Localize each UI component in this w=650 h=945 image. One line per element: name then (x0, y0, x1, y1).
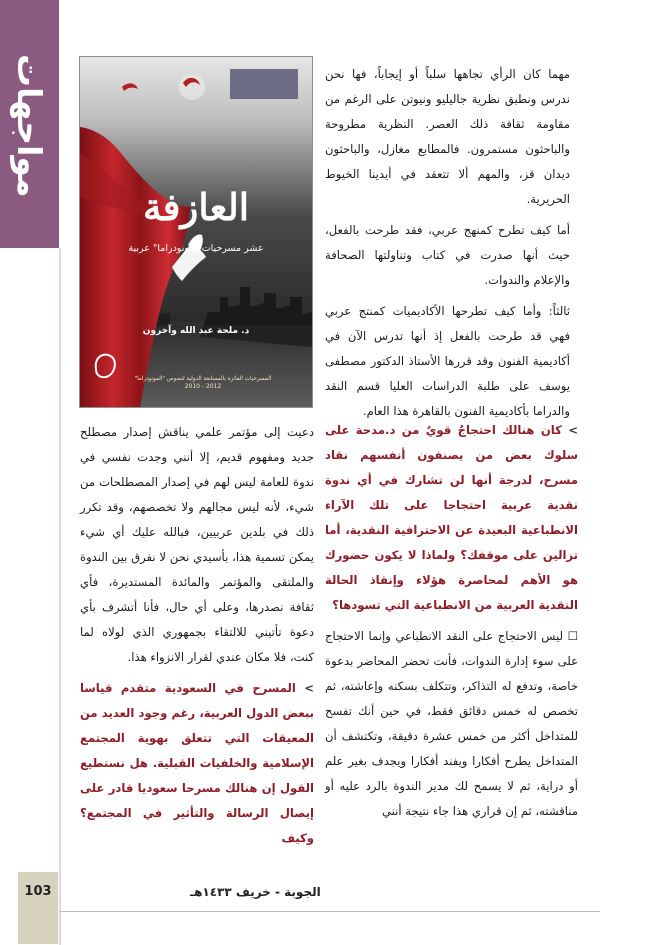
page-number: 103 (24, 884, 52, 899)
magazine-issue: الجوبة - خريف ١٤٣٣هـ (190, 885, 321, 899)
paragraph-3: ثالثاً: وأما كيف تطرحها الأكاديميات كمنتج عربي فهي قد طرحت بالفعل إذ أنها تدرس الآن في أكاديمية الفنون وقد قررها الأستاذ الدكتور مصطفى يوسف على طلبة الدراسات العليا قسم النقد والدراما بأكاديمية الفنون بالقاهرة هذا العام. (325, 304, 570, 418)
column-right-top (325, 62, 570, 430)
book-subtitle: عشر مسرحيات "مونودراما" عربية (128, 243, 264, 254)
book-cover-image (79, 56, 313, 408)
paragraph-left: دعيت إلى مؤتمر علمي يناقش إصدار مصطلح جديد ومفهوم قديم، إلا أنني وجدت نفسي في ندوة للعامة ليس لهم في إصدار المصطلحات من شيء، لأنه ليس مجالهم ولا تخصصهم، وقد تكرر ذلك في بلدين عربيين، فبالله عليك أي شيء يمكن تسمية هذا، بأسيدي نحن لا نفرق بين الندوة والملتقى والمؤتمر والمائدة المستديرة، فأي ثقافة نصدرها، وعلى أي حال، فأنا أتشرف بأي دعوة تأتيني للالتقاء بجمهوري الذي لولاه لما كنت، فلا مكان عندي لقرار الانزواء هذا. (80, 425, 314, 664)
paragraph-1: مهما كان الرأي تجاهها سلباً أو إيجاباً، فها نحن ندرس ونطبق نظرية جاليليو ونيوتن على الرغم من مقاومة ثقافة ذلك العصر. النظرية مطروحة والباحثون مستمرون. فالمطابع مغازل، والباحثون ديدان قز، والمهم ألا تتعقد في أيدينا الخيوط الحريرية. (325, 67, 570, 206)
book-title: العازفة (142, 185, 250, 229)
page-footer (0, 860, 650, 945)
column-right-bottom (325, 418, 578, 830)
book-cover-art (80, 57, 312, 407)
question-marker: > (568, 423, 578, 437)
answer-1-text: ليس الاحتجاج على النقد الانطباعي وإنما الاحتجاج على سوء إدارة الندوات، فأنت تحضر المحاضر بدعوة خاصة، وتدفع له التذاكر، وتتكلف بسكنه وإعاشته، ثم تخصص له خمس دقائق فقط، في حين أنك تفسح للمتداخل أكثر من خمس عشرة دقيقة، وتكتشف أن المتداخل يطرح أفكارا ويفند أفكارا ويجدف بغير علم أو دراية، ثم لا يسمح لك مدير الندوة بالرد عليه أو مناقشته، ثم إن قراري هذا جاء نتيجة أنني (325, 629, 578, 818)
page-number-box (18, 872, 58, 944)
paragraph-2: أما كيف تطرح كمنهج عربي، فقد طرحت بالفعل، حيث أنها صدرت في كتاب وتناولتها الصحافة والإعلام والندوات. (325, 223, 570, 287)
question-1-text: كان هنالك احتجاجٌ قويٌ من د.مدحة على سلوك بعض من يصنفون أنفسهم نقاد مسرح، لدرجة أنها لن تشارك في أي ندوة نقدية عربية احتجاجا على تلك الآراء الانطباعية البعيدة عن الاحترافية النقدية، أما تزالين على موقفك؟ ولماذا لا يكون حضورك هو الأهم لمحاصرة هؤلاء وإنقاذ الحالة النقدية العربية من الانطباعية التي تسودها؟ (325, 423, 578, 612)
question-1 (325, 418, 578, 618)
question-2-text: المسرح في السعودية متقدم قياسا ببعض الدول العربية، رغم وجود العديد من المعيقات التي تتعلق بهوية المجتمع الإسلامية والخلفيات القبلية. هل نستطيع القول إن هنالك مسرحا سعوديا قادر على إيصال الرسالة والتأثير في المجتمع؟ وكيف (80, 681, 314, 845)
column-left (80, 420, 314, 857)
section-tab-label: مواجهات (10, 54, 49, 198)
book-years: 2010 - 2012 (184, 383, 222, 390)
book-series-line: المسرحيات الفائزة بالمسابقة الدولية لنصوص "المونودراما" (134, 376, 272, 382)
side-rule (59, 248, 61, 945)
book-author: د. ملحة عبد الله وآخرون (142, 326, 250, 336)
answer-1 (325, 624, 578, 824)
section-tab (0, 0, 59, 248)
answer-marker: ☐ (567, 629, 578, 643)
footer-rule (60, 911, 600, 912)
question-2 (80, 676, 314, 851)
question-marker: > (304, 681, 314, 695)
